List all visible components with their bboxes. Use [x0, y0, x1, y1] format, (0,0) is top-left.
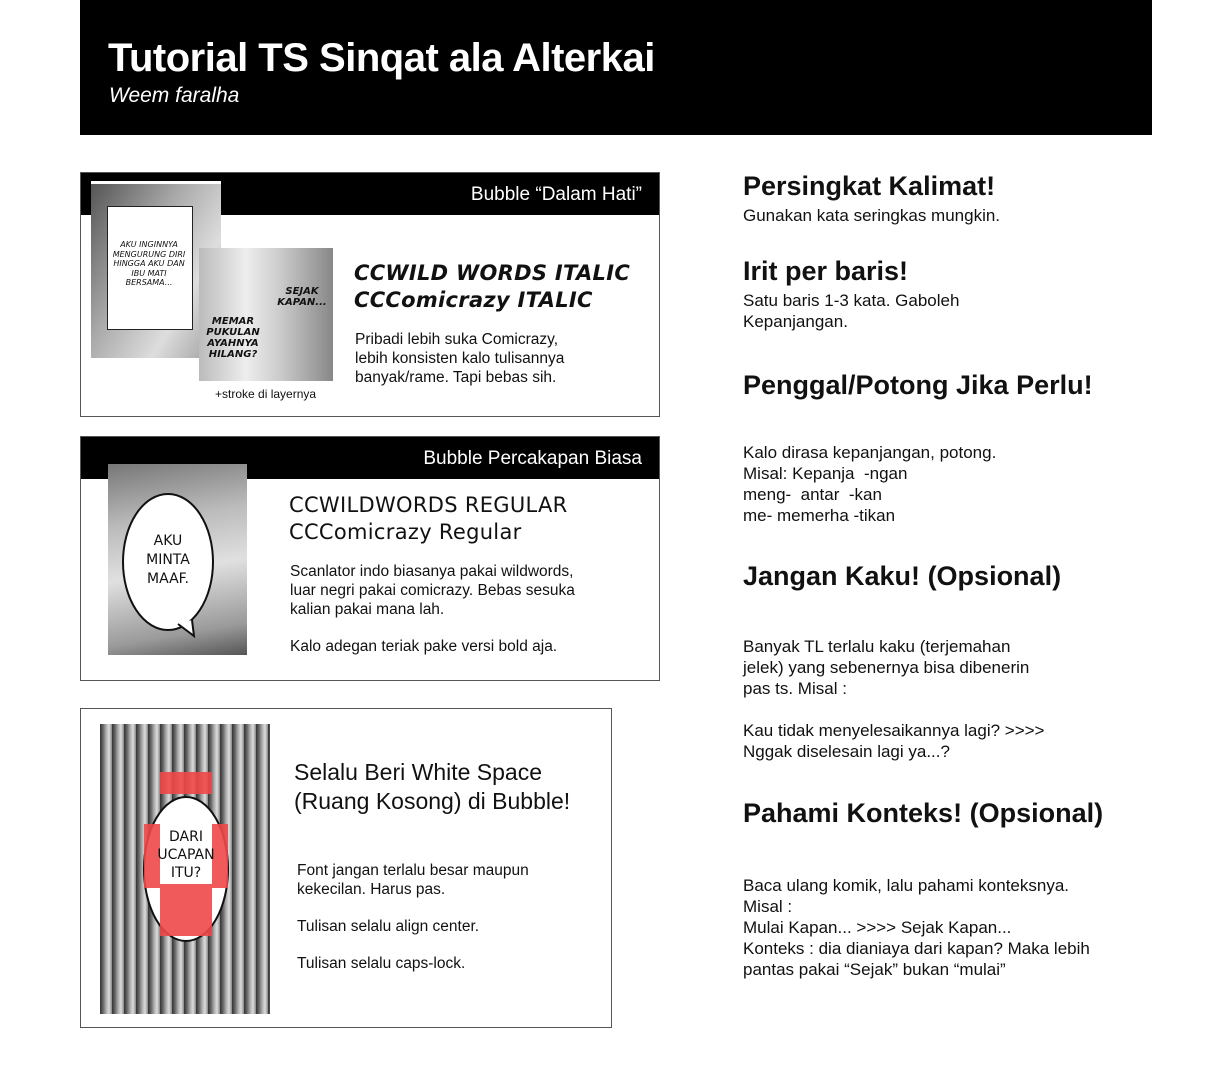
tip-title-line: Jangan Kaku!	[743, 561, 921, 591]
card-bar-label: Bubble “Dalam Hati”	[81, 173, 659, 215]
white-space-highlight-bottom	[160, 884, 212, 936]
tip-title	[743, 369, 1093, 402]
comic-panel-right	[199, 248, 333, 381]
tip-body-line: Satu baris 1-3 kata. Gaboleh	[743, 291, 960, 310]
tip-title	[743, 797, 1103, 830]
tip-body	[743, 875, 1090, 980]
tip-body-line	[743, 699, 1044, 720]
desc-paragraph: Tulisan selalu caps-lock.	[297, 955, 466, 972]
tip-title	[743, 170, 995, 203]
tip-body-line: pantas pakai “Sejak” bukan “mulai”	[743, 960, 1006, 979]
stroke-caption: +stroke di layernya	[215, 387, 317, 401]
font-sample-wildwords-regular: CCWILDWORDS REGULAR	[289, 493, 568, 517]
tip-title-line: (Opsional)	[927, 561, 1062, 591]
card-normal-bubble	[80, 436, 660, 681]
tip-title-line: Pahami Konteks!	[743, 798, 963, 828]
page-subtitle: Weem faralha	[109, 84, 240, 107]
tip-body-line: Kalo dirasa kepanjangan, potong.	[743, 443, 997, 462]
tip-body-line: me- memerha -tikan	[743, 506, 896, 525]
tip-body-line: Kepanjangan.	[743, 312, 848, 331]
page-header	[80, 0, 1152, 135]
comic-panel	[108, 464, 247, 655]
panel-text-narration: AKU INGINNYA MENGURUNG DIRI HINGGA AKU DAN IBU MATI BERSAMA...	[112, 240, 186, 287]
desc-paragraph: Kalo adegan teriak pake versi bold aja.	[290, 638, 558, 655]
desc-paragraph: Tulisan selalu align center.	[297, 918, 480, 935]
tip-body-line: jelek) yang sebenernya bisa dibenerin	[743, 658, 1030, 677]
page-title: Tutorial TS Sinqat ala Alterkai	[108, 36, 655, 80]
tip-title-line: Irit per baris!	[743, 256, 909, 286]
tip-title-line: Jika Perlu!	[956, 370, 1093, 400]
tip-body-line: Nggak diselesain lagi ya...?	[743, 742, 950, 761]
panel-text-sejak: SEJAK KAPAN...	[277, 286, 327, 308]
tip-body-line: Misal: Kepanja -ngan	[743, 464, 908, 483]
font-sample-comicrazy-italic: CCComicrazy ITALIC	[354, 288, 593, 312]
card-description	[297, 861, 557, 991]
desc-paragraph: Scanlator indo biasanya pakai wildwords, luar negri pakai comicrazy. Bebas sesuka kalian pakai mana lah.	[290, 563, 575, 618]
tip-body	[743, 290, 959, 332]
card-bar-label: Bubble Percakapan Biasa	[81, 437, 659, 479]
tip-body-line: Konteks : dia dianiaya dari kapan? Maka lebih	[743, 939, 1090, 958]
tip-title-line: Penggal/Potong	[743, 370, 949, 400]
comic-panel	[100, 724, 270, 1014]
tip-title	[743, 560, 1061, 593]
tip-body-line: meng- antar -kan	[743, 485, 882, 504]
tip-body-line: Misal :	[743, 897, 793, 916]
card-inner-bubble	[80, 172, 660, 417]
tip-body	[743, 205, 1000, 226]
card-description: Pribadi lebih suka Comicrazy, lebih konsisten kalo tulisannya banyak/rame. Tapi bebas sih.	[355, 331, 565, 386]
tip-body-line: Mulai Kapan... >>>> Sejak Kapan...	[743, 918, 1012, 937]
tip-body	[743, 636, 1044, 762]
tip-title	[743, 255, 908, 288]
tip-body-line: Gunakan kata seringkas mungkin.	[743, 206, 1001, 225]
card-description	[290, 562, 600, 674]
panel-text: DARI UCAPAN ITU?	[157, 829, 215, 881]
card-white-space	[80, 708, 612, 1028]
panel-text-memar: MEMAR PUKULAN AYAHNYA HILANG?	[206, 316, 260, 360]
tip-body-line: Banyak TL terlalu kaku (terjemahan	[743, 637, 1011, 656]
tip-title-line: Persingkat Kalimat!	[743, 171, 996, 201]
white-space-highlight-top	[160, 772, 212, 794]
panel-text: AKU MINTA MAAF.	[146, 533, 190, 587]
tip-body-line: pas ts. Misal :	[743, 679, 847, 698]
desc-paragraph: Font jangan terlalu besar maupun kekecilan. Harus pas.	[297, 862, 529, 898]
font-sample-wildwords-italic: CCWILD WORDS ITALIC	[354, 261, 631, 285]
tip-body-line: Baca ulang komik, lalu pahami konteksnya.	[743, 876, 1070, 895]
tip-body-line: Kau tidak menyelesaikannya lagi? >>>>	[743, 721, 1045, 740]
tip-title-line: (Opsional)	[969, 798, 1104, 828]
tip-body	[743, 442, 996, 526]
card-title: Selalu Beri White Space (Ruang Kosong) di Bubble!	[294, 759, 571, 814]
font-sample-comicrazy-regular: CCComicrazy Regular	[289, 520, 522, 544]
